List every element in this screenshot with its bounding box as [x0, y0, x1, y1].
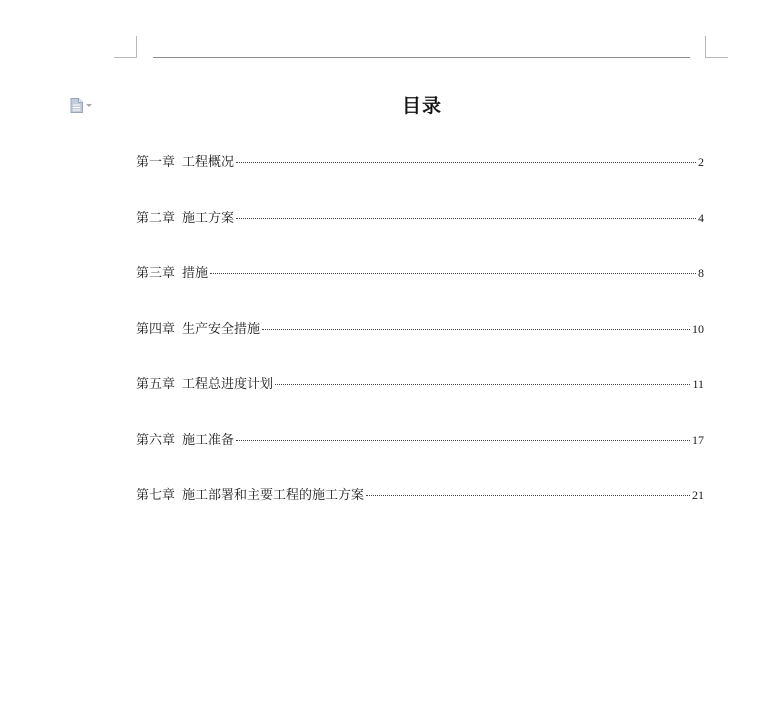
toc-entry-chapter-1[interactable]: [136, 152, 704, 172]
toc-dot-leader: [262, 329, 690, 330]
toc-dot-leader: [210, 273, 696, 274]
toc-dot-leader: [366, 495, 690, 496]
toc-chapter-number: 第四章: [136, 321, 176, 337]
toc-chapter-number: 第二章: [136, 210, 176, 226]
toc-chapter-title: 施工准备: [182, 432, 235, 448]
toc-chapter-number: 第六章: [136, 432, 176, 448]
header-rule: [153, 57, 690, 58]
toc-entry-chapter-2[interactable]: [136, 208, 704, 228]
toc-chapter-title: 施工方案: [182, 210, 235, 226]
toc-dot-leader: [275, 384, 690, 385]
toc-chapter-title: 施工部署和主要工程的施工方案: [182, 488, 365, 503]
page-title: 目录: [401, 95, 442, 117]
toc-page-number: 8: [698, 266, 704, 280]
toc-chapter-number: 第一章: [136, 155, 176, 170]
toc-chapter-number: 第五章: [136, 377, 176, 392]
toc-entry-chapter-7[interactable]: [136, 485, 704, 505]
toc-page-number: 21: [692, 488, 704, 502]
toc-chapter-title: 工程总进度计划: [182, 377, 274, 392]
toc-page-number: 11: [692, 377, 704, 391]
table-of-contents: [136, 152, 704, 541]
toc-chapter-title: 生产安全措施: [182, 321, 261, 337]
toc-chapter-number: 第三章: [136, 266, 176, 281]
toc-dot-leader: [236, 440, 690, 441]
toc-page-number: 2: [698, 155, 704, 169]
page-corner-mark-top-right: [705, 36, 728, 58]
toc-page-number: 4: [698, 210, 704, 225]
toc-page-number: 17: [692, 432, 704, 447]
toc-page-number: 10: [692, 321, 704, 336]
toc-chapter-title: 工程概况: [182, 155, 235, 170]
toc-entry-chapter-4[interactable]: [136, 319, 704, 339]
toc-chapter-number: 第七章: [136, 488, 176, 503]
toc-entry-chapter-6[interactable]: [136, 430, 704, 450]
page-corner-mark-top-left: [114, 36, 137, 58]
toc-dot-leader: [236, 218, 696, 219]
toc-entry-chapter-3[interactable]: [136, 263, 704, 283]
toc-dot-leader: [236, 162, 696, 163]
toc-chapter-title: 措施: [182, 266, 209, 281]
toc-entry-chapter-5[interactable]: [136, 374, 704, 394]
